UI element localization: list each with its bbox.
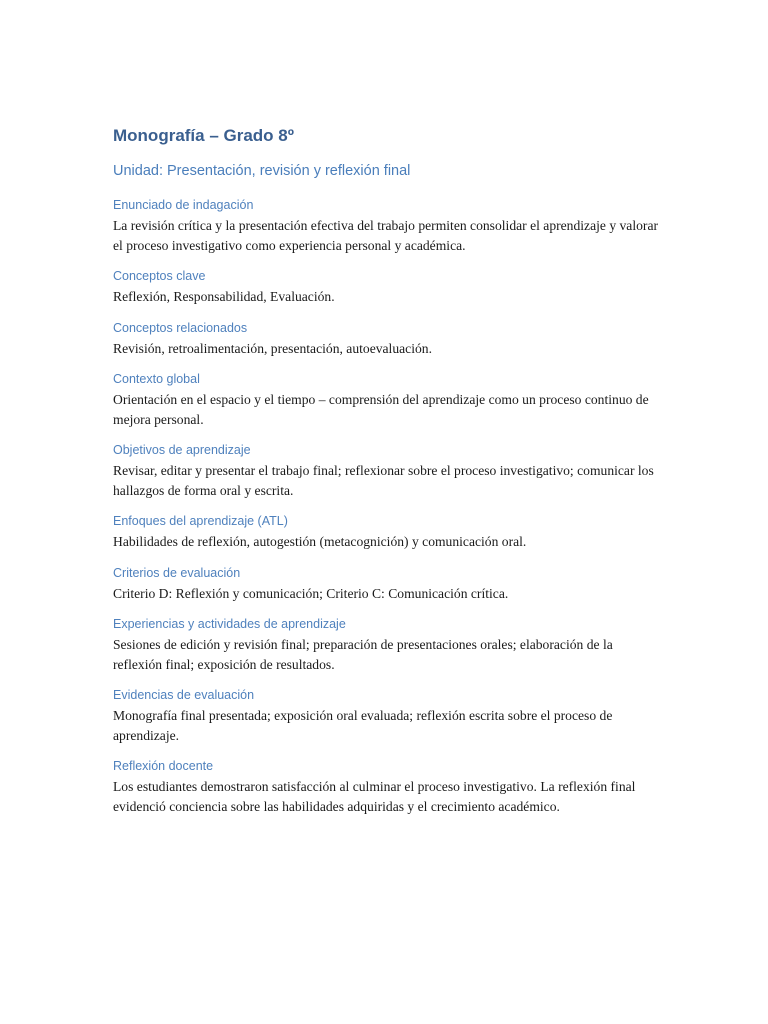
section-enfoques-atl [113,513,658,552]
section-body: La revisión crítica y la presentación efectiva del trabajo permiten consolidar el aprendizaje y valorar el proceso investigativo como experiencia personal y académica. [113,218,659,253]
document-page [113,125,658,829]
section-body: Monografía final presentada; exposición oral evaluada; reflexión escrita sobre el proceso de aprendizaje. [113,708,613,743]
section-conceptos-clave [113,268,658,307]
unit-title: Unidad: Presentación, revisión y reflexión final [113,163,411,179]
section-enunciado [113,197,658,255]
section-heading: Objetivos de aprendizaje [113,443,251,457]
section-heading: Conceptos clave [113,269,206,283]
section-body: Revisar, editar y presentar el trabajo final; reflexionar sobre el proceso investigativo; comunicar los hallazgos de forma oral y escrita. [113,463,654,498]
section-evidencias [113,687,658,745]
section-heading: Enfoques del aprendizaje (ATL) [113,514,288,528]
section-body: Revisión, retroalimentación, presentación, autoevaluación. [113,340,432,356]
section-heading: Contexto global [113,372,200,386]
section-contexto-global [113,371,658,429]
section-body: Habilidades de reflexión, autogestión (metacognición) y comunicación oral. [113,534,527,549]
section-heading: Evidencias de evaluación [113,688,255,702]
section-body: Orientación en el espacio y el tiempo – comprensión del aprendizaje como un proceso continuo de mejora personal. [113,392,649,427]
section-body: Sesiones de edición y revisión final; preparación de presentaciones orales; elaboración de la reflexión final; exposición de resultados. [113,637,613,672]
section-conceptos-relacionados [113,320,658,359]
section-experiencias [113,616,658,674]
section-heading: Reflexión docente [113,759,214,773]
section-objetivos [113,442,658,500]
section-body: Reflexión, Responsabilidad, Evaluación. [113,289,335,304]
section-body: Los estudiantes demostraron satisfacción al culminar el proceso investigativo. La reflexión final evidenció conciencia sobre las habilidades adquiridas y el crecimiento académico. [113,779,636,814]
section-heading: Enunciado de indagación [113,198,254,212]
section-heading: Criterios de evaluación [113,565,241,580]
section-heading: Conceptos relacionados [113,320,248,335]
document-title: Monografía – Grado 8º [113,126,294,145]
section-heading: Experiencias y actividades de aprendizaje [113,617,346,631]
section-criterios [113,565,658,604]
section-reflexion-docente [113,758,658,816]
section-body: Criterio D: Reflexión y comunicación; Criterio C: Comunicación crítica. [113,585,509,601]
